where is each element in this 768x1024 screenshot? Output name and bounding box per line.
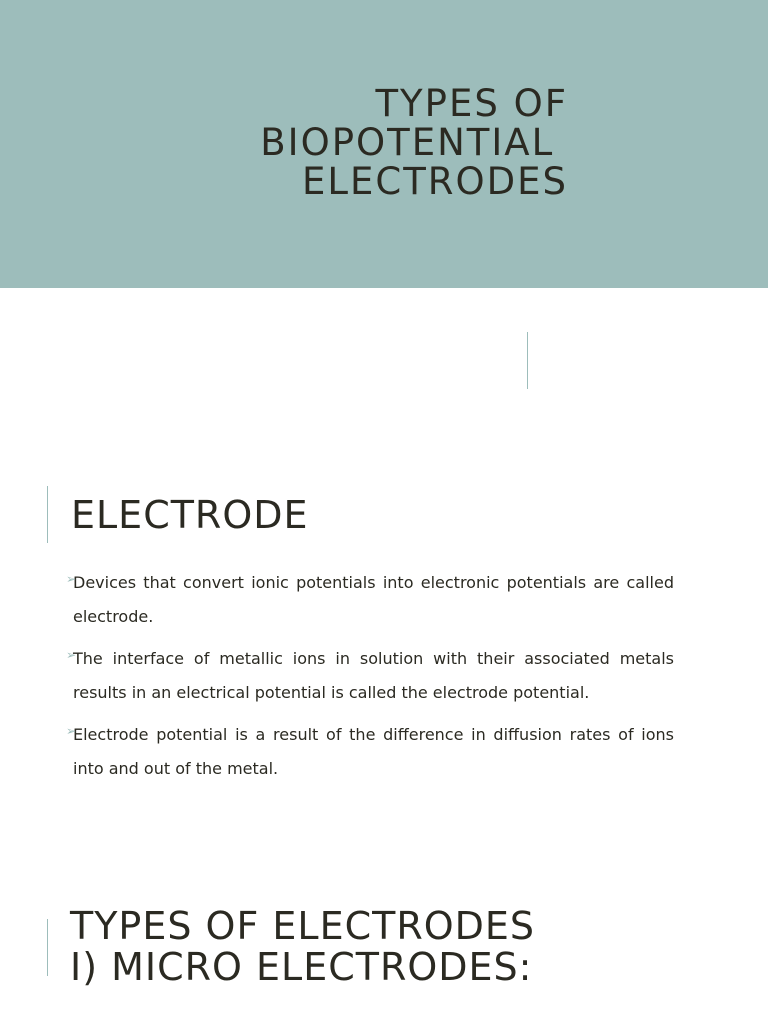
list-item (66, 718, 674, 786)
electrode-heading: ELECTRODE (71, 493, 309, 537)
bullet-text: Electrode potential is a result of the difference in diffusion rates of ions into and out of the metal. (73, 725, 674, 778)
title-slide-band (0, 0, 768, 288)
accent-divider (47, 486, 48, 543)
list-item (66, 566, 674, 634)
slide-title (260, 84, 568, 201)
list-item (66, 642, 674, 710)
slide-title-line: TYPES OF (375, 82, 568, 125)
bullet-text: The interface of metallic ions in solution with their associated metals results in an electrical potential is called the electrode potential. (73, 649, 674, 702)
accent-divider (527, 332, 528, 389)
accent-divider (47, 919, 48, 976)
arrow-bullet-icon: ➢ (66, 572, 77, 586)
types-heading-line: I) MICRO ELECTRODES: (70, 945, 533, 989)
types-heading-line: TYPES OF ELECTRODES (70, 904, 536, 948)
bullet-list (66, 566, 674, 794)
slide-title-line: ELECTRODES (302, 160, 568, 203)
arrow-bullet-icon: ➢ (66, 724, 77, 738)
slide-title-line: BIOPOTENTIAL (260, 121, 568, 164)
types-heading (70, 906, 535, 988)
arrow-bullet-icon: ➢ (66, 648, 77, 662)
bullet-text: Devices that convert ionic potentials into electronic potentials are called electrode. (73, 573, 674, 626)
